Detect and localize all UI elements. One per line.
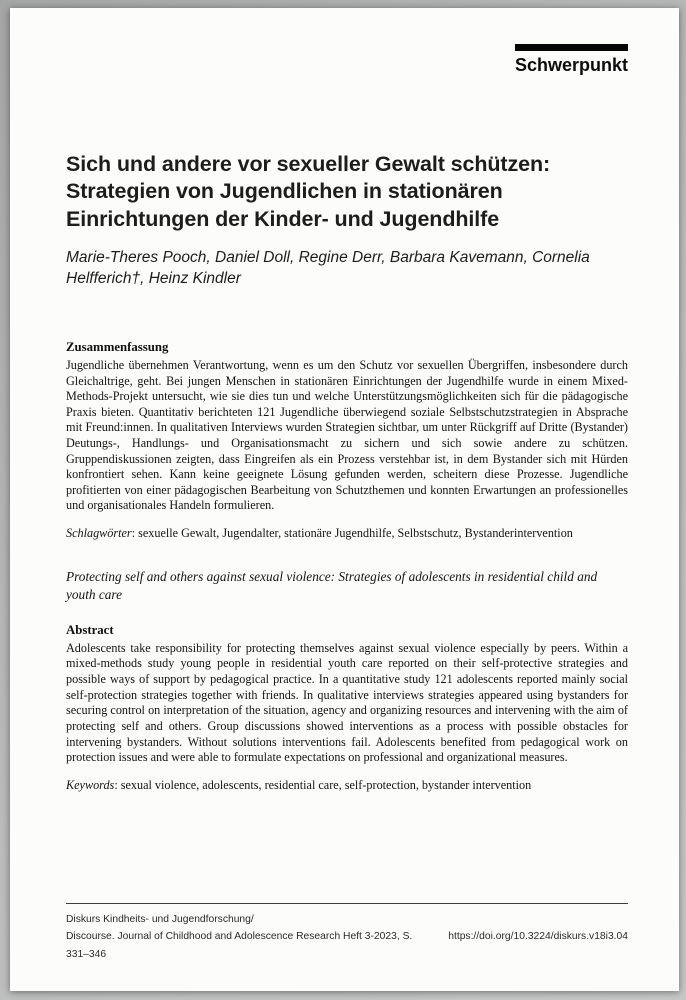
section-kicker bbox=[66, 44, 628, 77]
keywords-german-label: Schlagwörter bbox=[66, 526, 132, 541]
keywords-english-list: : sexual violence, adolescents, residential care, self-protection, bystander intervention bbox=[114, 777, 532, 792]
journal-name-de: Diskurs Kindheits- und Jugendforschung/ bbox=[66, 913, 254, 925]
abstract-german-body: Jugendliche übernehmen Verantwortung, wenn es um den Schutz vor sexuellen Übergriffen, insbesondere durch Gleichaltrige, geht. Bei jungen Menschen in stationären Einrichtungen der Jugendhilfe wurde in einem Mixed-Methods-Projekt untersucht, wie sie dies tun und welche Unterstützungsmöglichkeiten sich für die pädagogische Praxis bieten. Quantitativ berichteten 121 Jugendliche überwiegend soziale Selbstschutzstrategien in Absprache mit Freund:innen. In qualitativen Interviews wurden Strategien sichtbar, um unter Rückgriff auf Dritte (Bystander) Deutungs-, Handlungs- und Organisationsmacht zu sichern und sich sowie andere zu schützen. Gruppendiskussionen zeigten, dass Eingreifen als ein Prozess verstehbar ist, in dem Bystander sich mit Hürden konfrontiert sehen. Kann keine geeignete Lösung gefunden werden, scheitern diese Prozesse. Jugendliche profitierten von einer pädagogischen Bearbeitung von Schutzthemen und konnten Erwartungen an professionelles und organisationales Handeln formulieren. bbox=[66, 357, 628, 513]
keywords-english bbox=[66, 778, 628, 794]
journal-issue-line bbox=[66, 928, 628, 963]
article-title: Sich und andere vor sexueller Gewalt schützen: Strategien von Jugendlichen in stationären Einrichtungen der Kinder- und Jugendhilfe bbox=[66, 151, 551, 231]
journal-footer bbox=[66, 903, 628, 964]
abstract-english-heading: Abstract bbox=[66, 622, 114, 637]
paper-page bbox=[10, 8, 679, 991]
keywords-english-label: Keywords bbox=[66, 777, 115, 792]
section-label: Schwerpunkt bbox=[515, 44, 628, 77]
article-authors: Marie-Theres Pooch, Daniel Doll, Regine Derr, Barbara Kavemann, Cornelia Helfferich†, Heinz Kindler bbox=[66, 249, 590, 288]
doi-link[interactable]: https://doi.org/10.3224/diskurs.v18i3.04 bbox=[448, 931, 628, 942]
keywords-german-list: : sexuelle Gewalt, Jugendalter, stationäre Jugendhilfe, Selbstschutz, Bystanderintervention bbox=[131, 526, 573, 541]
abstract-german-heading: Zusammenfassung bbox=[66, 339, 169, 354]
abstract-german bbox=[66, 340, 628, 542]
journal-name-issue: Discourse. Journal of Childhood and Adolescence Research Heft 3-2023, S. 331–346 bbox=[66, 931, 413, 960]
keywords-german bbox=[66, 526, 628, 542]
abstract-english-body: Adolescents take responsibility for protecting themselves against sexual violence especially by peers. Within a mixed-methods study young people in residential youth care reported on their self-protective strategies and possible ways of support by pedagogical practice. In a quantitative study 121 adolescents reported mainly social self-protection strategies together with friends. In qualitative interviews strategies appeared using bystanders for securing control on interpretation of the situation, agency and organizing resources and intervening with the aim of protecting self and others. Group discussions showed interventions as a process with possible obstacles for intervening bystanders. Without solutions interventions fail. Adolescents benefited from pedagogical work on protection issues and were able to formulate expectations on professional and organizational measures. bbox=[66, 640, 628, 765]
article-title-english: Protecting self and others against sexual violence: Strategies of adolescents in residential child and youth care bbox=[66, 568, 598, 603]
abstract-english bbox=[66, 623, 628, 793]
